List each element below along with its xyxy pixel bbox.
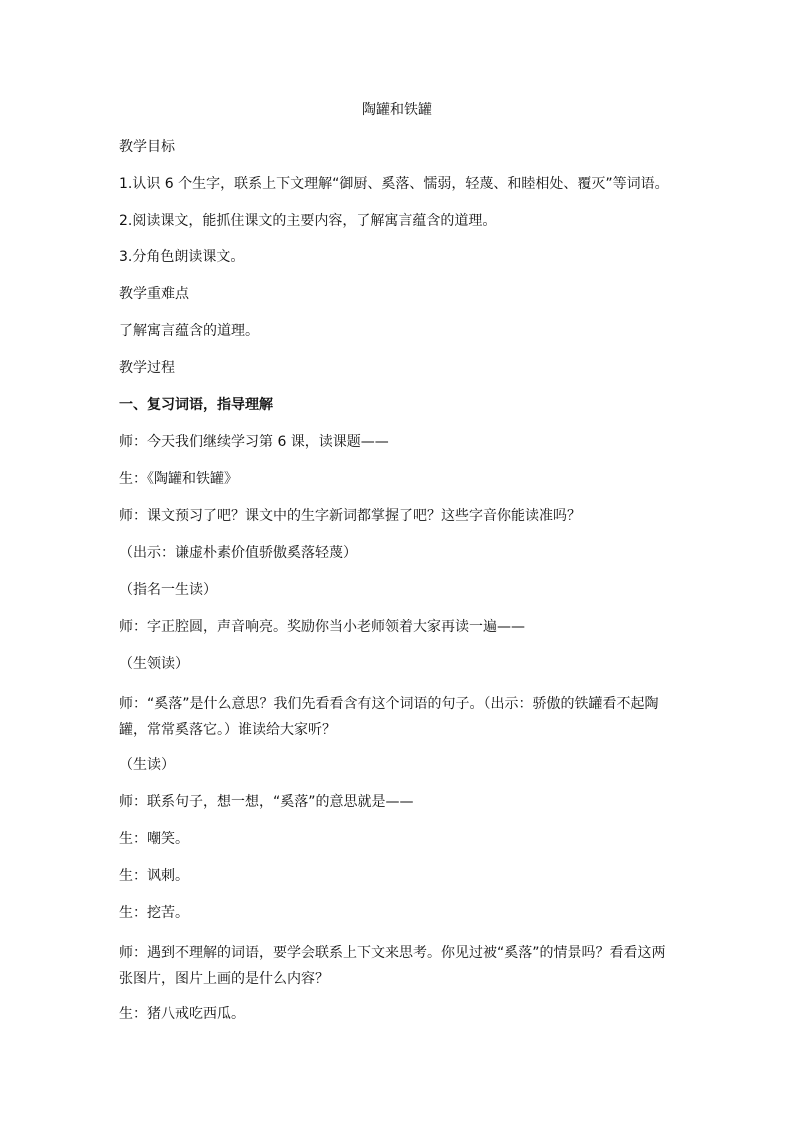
dialogue-line: （生读） bbox=[119, 757, 175, 773]
key-text: 了解寓言蕴含的道理。 bbox=[119, 323, 259, 339]
dialogue-line: 生：讽刺。 bbox=[119, 868, 189, 884]
dialogue-line: （出示：谦虚朴素价值骄傲奚落轻蔑） bbox=[119, 545, 357, 561]
goal-item-2: 2.阅读课文，能抓住课文的主要内容，了解寓言蕴含的道理。 bbox=[119, 213, 497, 229]
part1-heading: 一、复习词语，指导理解 bbox=[119, 397, 273, 413]
dialogue-line: 师：课文预习了吧？课文中的生字新词都掌握了吧？这些字音你能读准吗？ bbox=[119, 508, 581, 524]
dialogue-line: 生：挖苦。 bbox=[119, 905, 189, 921]
document-title: 陶罐和铁罐 bbox=[362, 102, 432, 118]
dialogue-line: 师：今天我们继续学习第 6 课，读课题—— bbox=[119, 434, 389, 450]
goal-item-3: 3.分角色朗读课文。 bbox=[119, 249, 245, 265]
dialogue-line: 师：遇到不理解的词语，要学会联系上下文来思考。你见过被“奚落”的情景吗？看看这两张图片，图片上画的是什么内容？ bbox=[119, 945, 666, 987]
dialogue-line: 师：“奚落”是什么意思？我们先看看含有这个词语的句子。（出示：骄傲的铁罐看不起陶罐，常常奚落它。）谁读给大家听？ bbox=[119, 696, 659, 738]
dialogue-line: 生：《陶罐和铁罐》 bbox=[119, 471, 238, 487]
key-heading: 教学重难点 bbox=[119, 286, 189, 302]
goals-heading: 教学目标 bbox=[119, 139, 175, 155]
dialogue-line: （生领读） bbox=[119, 656, 189, 672]
dialogue-line: （指名一生读） bbox=[119, 582, 217, 598]
dialogue-line: 师：联系句子，想一想，“奚落”的意思就是—— bbox=[119, 794, 414, 810]
dialogue-line: 生：嘲笑。 bbox=[119, 831, 189, 847]
dialogue-line: 生：猪八戒吃西瓜。 bbox=[119, 1006, 245, 1022]
goal-item-1: 1.认识 6 个生字，联系上下文理解“御厨、奚落、懦弱，轻蔑、和睦相处、覆灭”等词语。 bbox=[119, 176, 669, 192]
dialogue-line: 师：字正腔圆，声音响亮。奖励你当小老师领着大家再读一遍—— bbox=[119, 619, 525, 635]
process-heading: 教学过程 bbox=[119, 360, 175, 376]
